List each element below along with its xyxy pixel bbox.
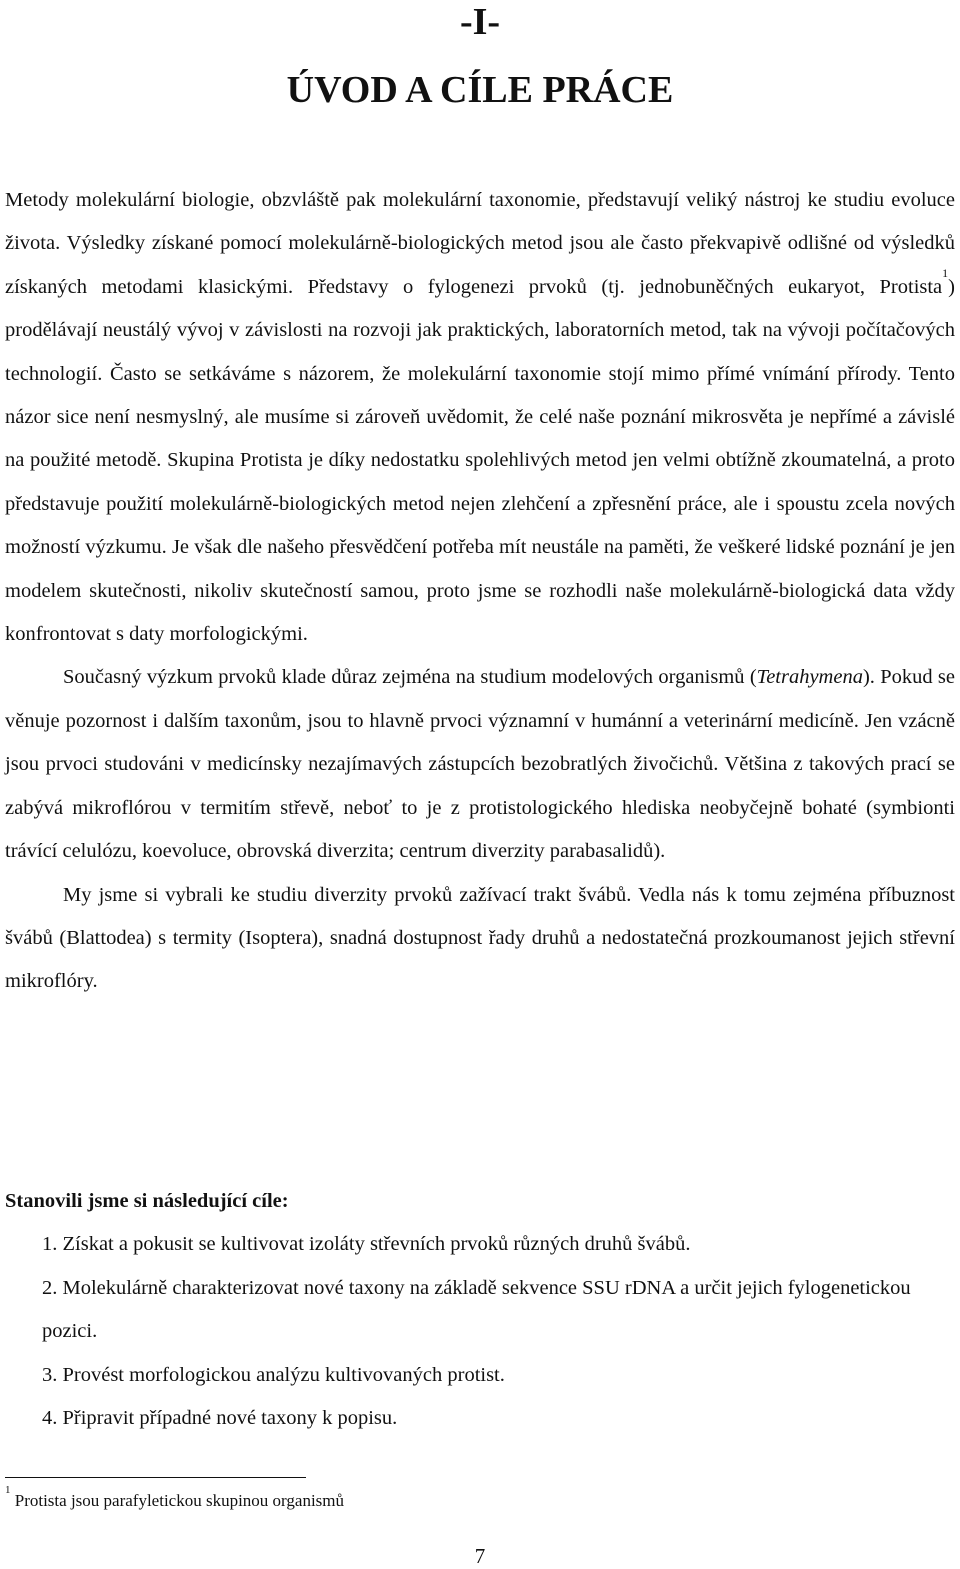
paragraph-intro-text-2: ) prodělávají neustálý vývoj v závislosti na rozvoji jak praktických, laboratorních metod, tak na vývoji počítačových technologií. Často se setkáváme s názorem, že molekulární taxonomie stojí mimo přímé vnímání přírody. Tento názor sice není nesmyslný, ale musíme si zároveň uvědomit, že celé naše poznání mikrosvěta je nepřímé a závislé na použité metodě. Skupina Protista je díky nedostatku spolehlivých metod jen velmi obtížně zkoumatelná, a proto představuje použití molekulárně-biologických metod nejen zlehčení a zpřesnění práce, ale i spoustu zcela nových možností výzkumu. Je však dle našeho přesvědčení potřeba mít neustále na paměti, že veškeré lidské poznání je jen modelem skutečnosti, nikoliv skutečností samou, proto jsme se rozhodli naše molekulárně-biologická data vždy konfrontovat s daty morfologickými. [5,275,955,646]
goal-item: 3. Provést morfologickou analýzu kultivovaných protist. [42,1363,505,1386]
footnote-mark: 1 [5,1484,11,1497]
goals-heading: Stanovili jsme si následující cíle: [5,1190,289,1212]
paragraph-intro-text-1: Metody molekulární biologie, obzvláště pak molekulární taxonomie, představují veliký nástroj ke studiu evoluce života. Výsledky získané pomocí molekulárně-biologických metod jsou ale často překvapivě odlišné od výsledků získaných metodami klasickými. Představy o fylogenezi prvoků (tj. jednobuněčných eukaryot, Protista [5,189,955,298]
goals-list [5,1223,955,1440]
chapter-title: ÚVOD A CÍLE PRÁCE [286,69,674,111]
chapter-number: -I- [459,1,501,43]
goal-item: 2. Molekulárně charakterizovat nové taxony na základě sekvence SSU rDNA a určit jejich fylogenetickou pozici. [42,1276,911,1343]
footnote-text: Protista jsou parafyletickou skupinou organismů [10,1491,345,1510]
body-text [5,179,955,1004]
footnote-separator [5,1477,306,1478]
paragraph-intro [5,179,955,656]
page-number: 7 [474,1544,486,1568]
goal-item: 1. Získat a pokusit se kultivovat izoláty střevních prvoků různých druhů švábů. [42,1233,691,1256]
footnote-reference[interactable]: 1 [942,265,949,280]
paragraph-research-text-1: Současný výzkum prvoků klade důraz zejména na studium modelových organismů ( [63,666,757,689]
species-name-italic: Tetrahymena [756,666,863,689]
paragraph-cockroach: My jsme si vybrali ke studiu diverzity prvoků zažívací trakt švábů. Vedla nás k tomu zejména příbuznost švábů (Blattodea) s termity (Isoptera), snadná dostupnost řady druhů a nedostatečná prozkoumanost jejich střevní mikroflóry. [5,883,955,993]
paragraph-research-text-2: ). Pokud se věnuje pozornost i dalším taxonům, jsou to hlavně prvoci významní v humánní a veterinární medicíně. Jen vzácně jsou prvoci studováni v medicínsky nezajímavých zástupcích bezobratlých živočichů. Většina z takových prací se zabývá mikroflórou v termitím střevě, neboť to je z protistologického hlediska neobyčejně bohaté (symbionti trávící celulózu, koevoluce, obrovská diverzita; centrum diverzity parabasalidů). [5,666,955,863]
paragraph-research [5,656,955,873]
footnote [5,1484,345,1514]
goal-item: 4. Připravit případné nové taxony k popisu. [42,1407,398,1430]
goals-section [5,1180,955,1440]
